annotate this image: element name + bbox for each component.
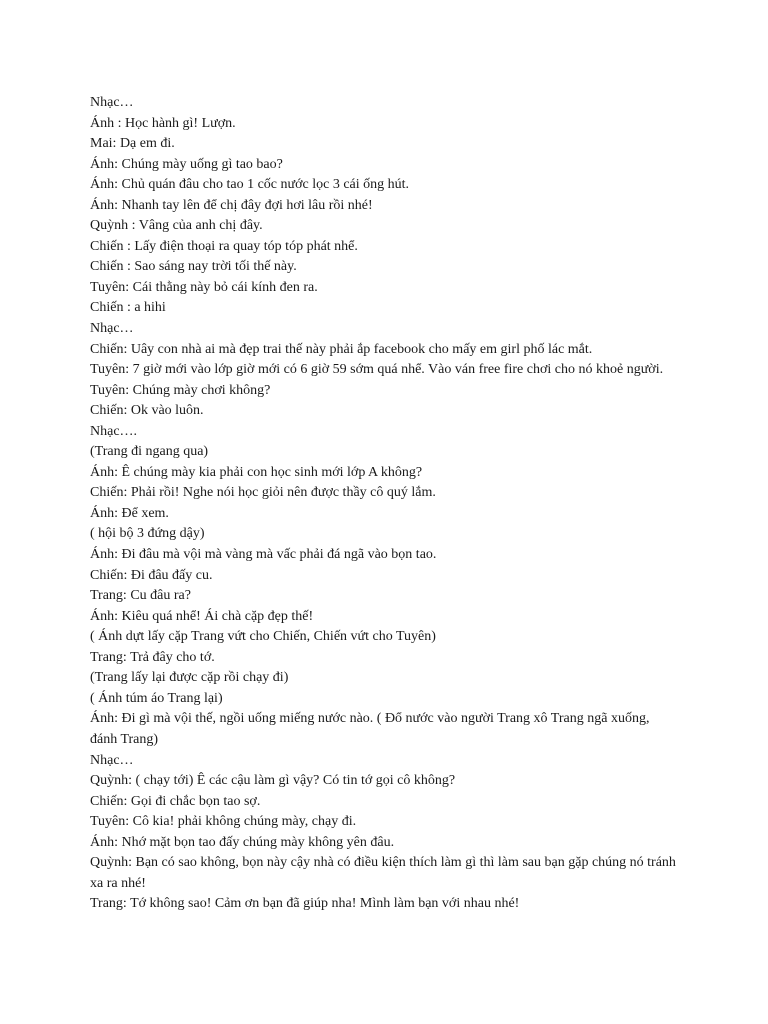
script-line: Tuyên: Cô kia! phải không chúng mày, chạy đi. (90, 814, 357, 830)
script-line: Ánh: Ê chúng mày kia phải con học sinh mới lớp A không? (90, 464, 423, 480)
script-line: ( Ánh túm áo Trang lại) (90, 690, 223, 706)
script-line: Ánh: Để xem. (90, 505, 169, 521)
script-line: Ánh: Đi gì mà vội thế, ngồi uống miếng nước nào. ( Đổ nước vào người Trang xô Trang ngã xuống, đánh Trang) (90, 711, 650, 747)
script-line: Chiến: Đi đâu đấy cu. (90, 567, 213, 583)
script-line: Ánh: Kiêu quá nhể! Ái chà cặp đẹp thế! (90, 608, 314, 624)
script-line: Nhạc… (90, 95, 134, 110)
script-line: Tuyên: 7 giờ mới vào lớp giờ mới có 6 giờ 59 sớm quá nhể. Vào ván free fire chơi cho nó khoẻ người. (90, 362, 664, 378)
script-line: Quỳnh: ( chạy tới) Ê các cậu làm gì vậy? Có tin tớ gọi cô không? (90, 773, 456, 789)
script-line: Chiến: Ok vào luôn. (90, 403, 204, 419)
script-line: Chiến : Sao sáng nay trời tối thế này. (90, 259, 297, 275)
script-line: ( Ánh dựt lấy cặp Trang vứt cho Chiến, Chiến vứt cho Tuyên) (90, 629, 436, 645)
script-line: Ánh: Nhanh tay lên để chị đây đợi hơi lâu rồi nhé! (90, 197, 373, 213)
script-line: Trang: Tớ không sao! Cảm ơn bạn đã giúp nha! Mình làm bạn với nhau nhé! (90, 896, 520, 912)
script-line: Trang: Trả đây cho tớ. (90, 649, 215, 665)
script-line: Nhạc…. (90, 423, 138, 439)
script-line: Ánh: Chủ quán đâu cho tao 1 cốc nước lọc 3 cái ống hút. (90, 177, 410, 193)
script-line: Chiến: Phải rồi! Nghe nói học giỏi nên được thầy cô quý lắm. (90, 485, 436, 501)
script-line: Ánh: Chúng mày uống gì tao bao? (90, 156, 283, 172)
script-line: Chiến : a hihi (90, 300, 166, 316)
script-line: Tuyên: Chúng mày chơi không? (90, 382, 271, 398)
script-line: Chiến: Gọi đi chắc bọn tao sợ. (90, 793, 261, 809)
script-line: ( hội bộ 3 đứng dậy) (90, 526, 205, 542)
script-line: Tuyên: Cái thằng này bỏ cái kính đen ra. (90, 279, 318, 295)
script-text (90, 93, 680, 915)
script-line: Trang: Cu đâu ra? (90, 588, 191, 604)
script-line: Ánh : Học hành gì! Lượn. (90, 115, 236, 131)
script-line: (Trang lấy lại được cặp rồi chạy đi) (90, 670, 289, 686)
script-line: Nhạc… (90, 321, 134, 337)
script-line: Mai: Dạ em đi. (90, 136, 175, 152)
script-line: Ánh: Nhớ mặt bọn tao đấy chúng mày không yên đâu. (90, 834, 395, 850)
script-line: Chiến : Lấy điện thoại ra quay tóp tóp phát nhể. (90, 238, 358, 254)
script-line: Ánh: Đi đâu mà vội mà vàng mà vấc phải đá ngã vào bọn tao. (90, 547, 437, 563)
script-line: Nhạc… (90, 752, 134, 768)
script-line: Quỳnh : Vâng của anh chị đây. (90, 218, 263, 234)
script-line: Quỳnh: Bạn có sao không, bọn này cậy nhà có điều kiện thích làm gì thì làm sau bạn gặp chúng nó tránh xa ra nhé! (90, 855, 676, 891)
script-line: (Trang đi ngang qua) (90, 444, 209, 460)
script-line: Chiến: Uây con nhà ai mà đẹp trai thế này phải ắp facebook cho mấy em girl phố lác mắt. (90, 341, 593, 357)
